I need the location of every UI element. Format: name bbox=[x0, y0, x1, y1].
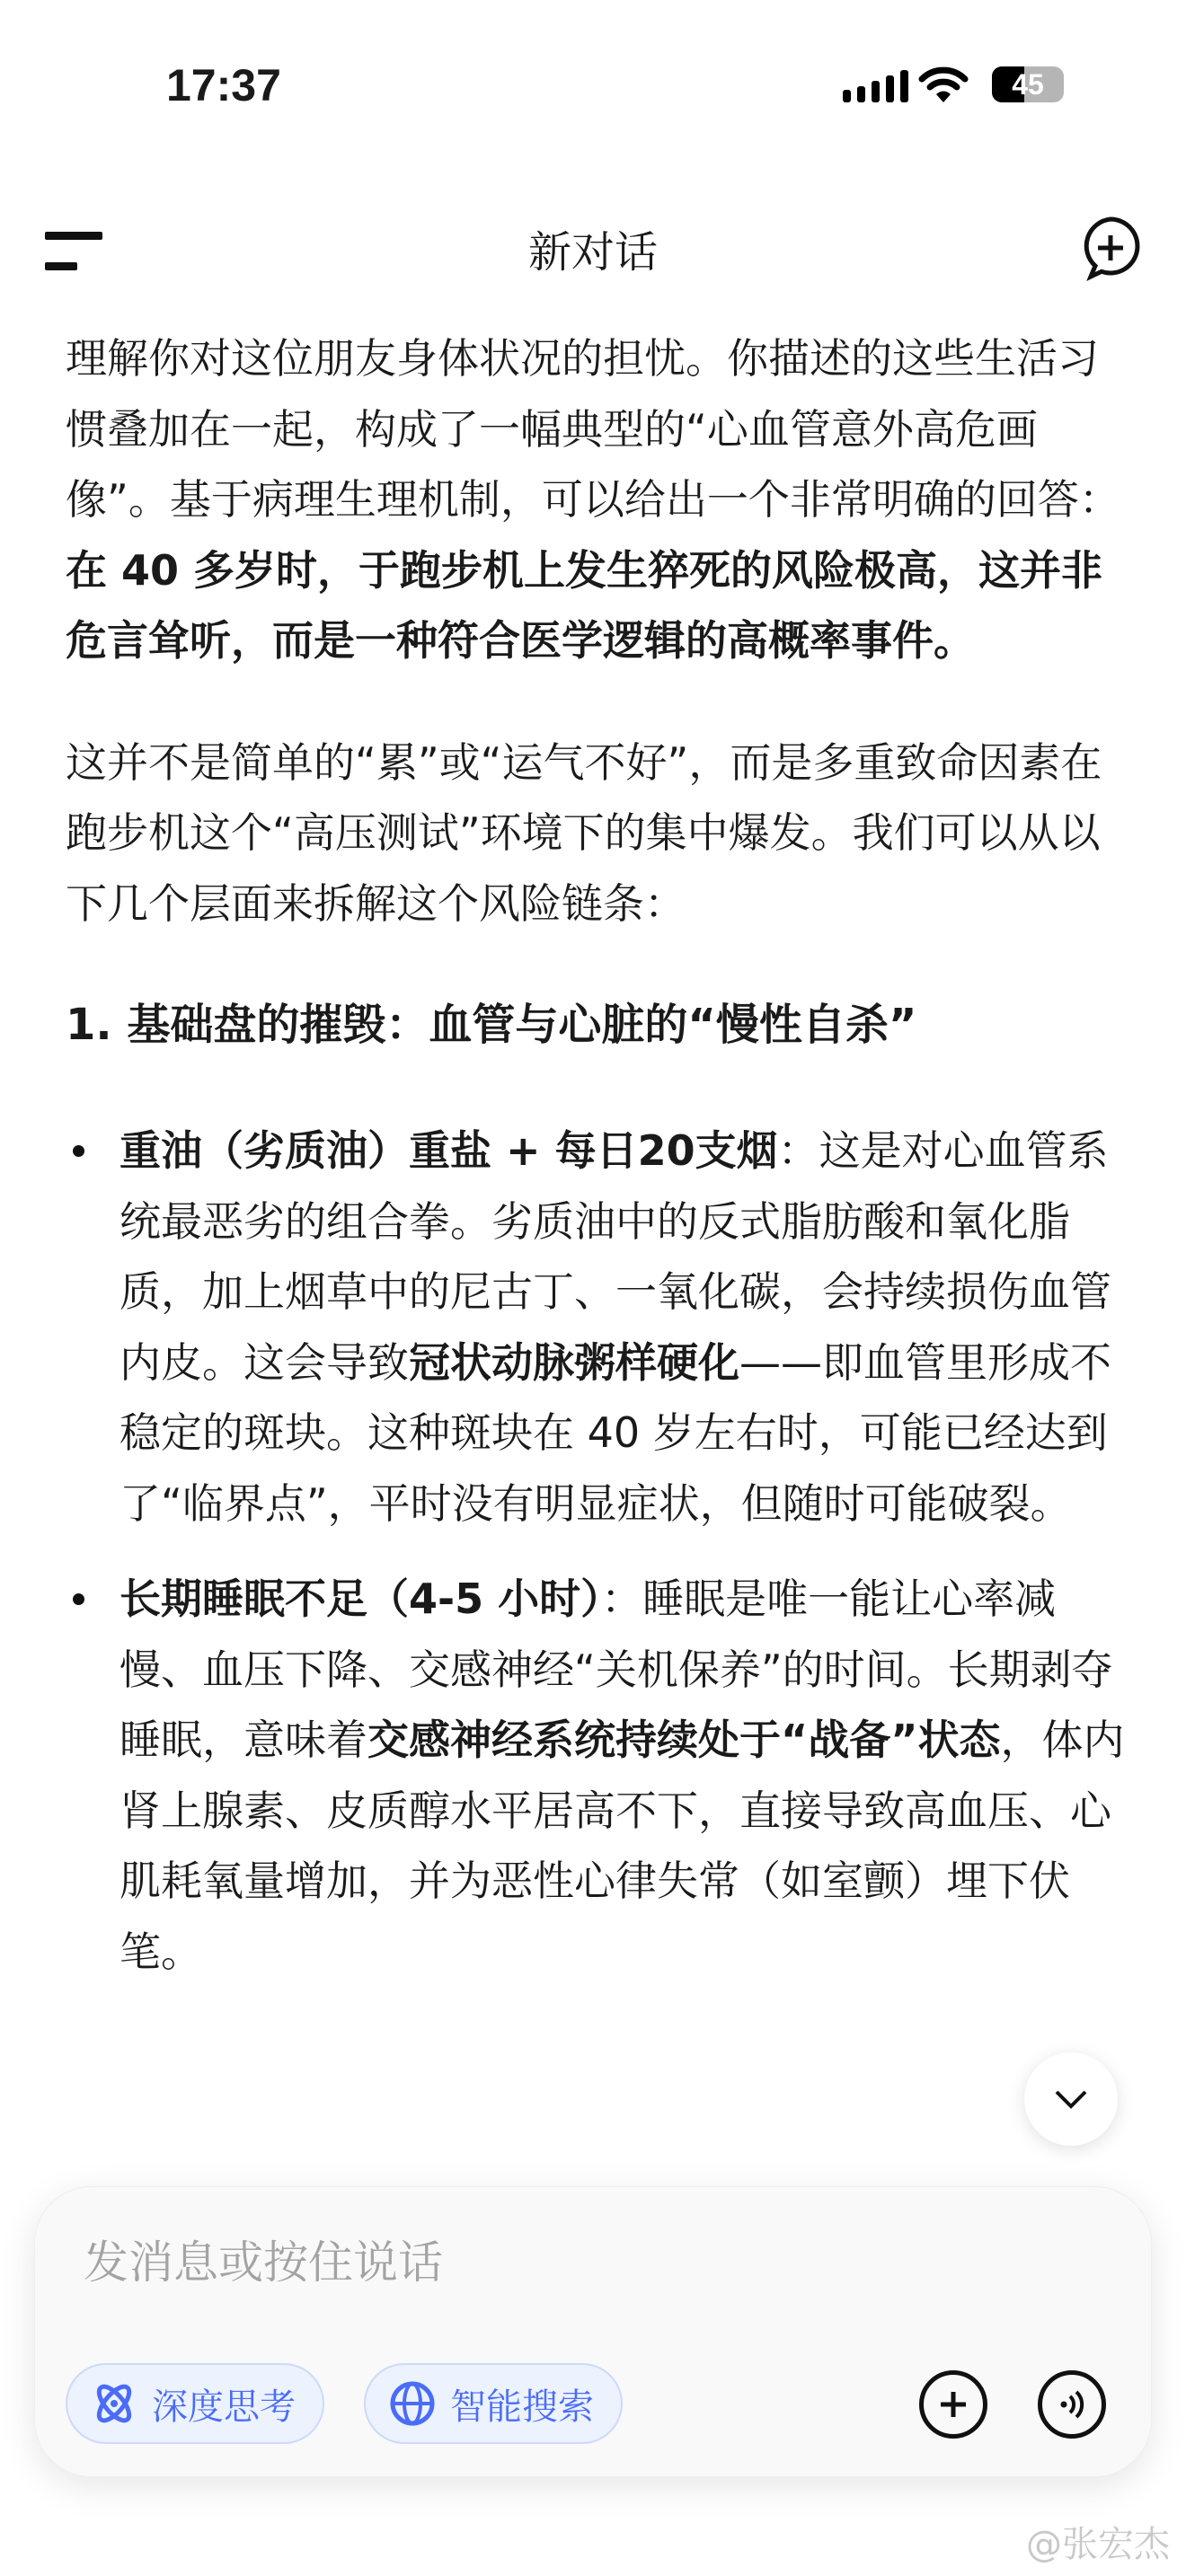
deep-think-label: 深度思考 bbox=[152, 2386, 296, 2428]
smart-search-label: 智能搜索 bbox=[450, 2386, 594, 2428]
bold-text: 在 40 多岁时，于跑步机上发生猝死的风险极高，这并非危言耸听，而是一种符合医学逻辑的高概率事件。 bbox=[66, 545, 1103, 665]
bullet-list bbox=[66, 1116, 1126, 1987]
intro-paragraph bbox=[66, 323, 1126, 676]
text-segment: ：睡眠是唯一能让心率减慢、血压下降、交感神经“关机保养”的时间。长期剥夺睡眠，意味着 bbox=[119, 1575, 1113, 1764]
new-chat-icon[interactable] bbox=[1076, 214, 1145, 282]
text-segment: ，体内肾上腺素、皮质醇水平居高不下，直接导致高血压、心肌耗氧量增加，并为恶性心律失常（如室颤）埋下伏笔。 bbox=[119, 1716, 1125, 1976]
section-heading: 1. 基础盘的摧毁：血管与心脏的“慢性自杀” bbox=[66, 1000, 917, 1050]
text-segment: ——即血管里形成不稳定的斑块。这种斑块在 40 岁左右时，可能已经达到了“临界点”，平时没有明显症状，但随时可能破裂。 bbox=[119, 1337, 1111, 1528]
clock: 17:37 bbox=[166, 60, 281, 110]
attach-button[interactable] bbox=[919, 2370, 987, 2439]
bullet-item bbox=[66, 1116, 1126, 1539]
top-bar bbox=[0, 198, 1186, 287]
bold-text: 交感神经系统持续处于“战备”状态 bbox=[367, 1716, 1001, 1764]
status-bar bbox=[0, 0, 1186, 153]
assistant-message bbox=[66, 323, 1126, 2012]
globe-icon bbox=[389, 2380, 436, 2427]
signal-icon bbox=[843, 70, 908, 102]
bullet-item bbox=[66, 1564, 1126, 1987]
plus-icon bbox=[937, 2388, 969, 2421]
message-input[interactable]: 发消息或按住说话 bbox=[84, 2236, 443, 2289]
scroll-down-button[interactable] bbox=[1024, 2052, 1118, 2146]
watermark: @张宏杰 bbox=[1026, 2524, 1170, 2565]
smart-search-button[interactable] bbox=[364, 2363, 623, 2444]
battery-level: 45 bbox=[1012, 68, 1044, 101]
text-segment: 理解你对这位朋友身体状况的担忧。你描述的这些生活习惯叠加在一起，构成了一幅典型的“心血管意外高危画像”。基于病理生理机制，可以给出一个非常明确的回答： bbox=[66, 334, 1120, 524]
bold-text: 重油（劣质油）重盐 + 每日20支烟 bbox=[119, 1126, 778, 1175]
message-composer[interactable] bbox=[34, 2186, 1152, 2477]
wifi-icon bbox=[918, 65, 969, 104]
voice-wave-icon bbox=[1056, 2388, 1088, 2421]
paragraph: 这并不是简单的“累”或“运气不好”，而是多重致命因素在跑步机这个“高压测试”环境下的集中爆发。我们可以从以下几个层面来拆解这个风险链条： bbox=[66, 737, 1102, 928]
atom-icon bbox=[91, 2380, 137, 2427]
text-segment: ：这是对心血管系统最恶劣的组合拳。劣质油中的反式脂肪酸和氧化脂质，加上烟草中的尼古丁、一氧化碳，会持续损伤血管内皮。这会导致 bbox=[119, 1126, 1111, 1387]
page-title: 新对话 bbox=[527, 227, 658, 278]
battery-icon bbox=[992, 66, 1064, 102]
voice-button[interactable] bbox=[1038, 2370, 1106, 2439]
deep-think-button[interactable] bbox=[66, 2363, 324, 2444]
bold-text: 长期睡眠不足（4-5 小时） bbox=[119, 1575, 602, 1623]
bold-text: 冠状动脉粥样硬化 bbox=[409, 1337, 739, 1387]
chevron-down-icon bbox=[1053, 2088, 1089, 2110]
